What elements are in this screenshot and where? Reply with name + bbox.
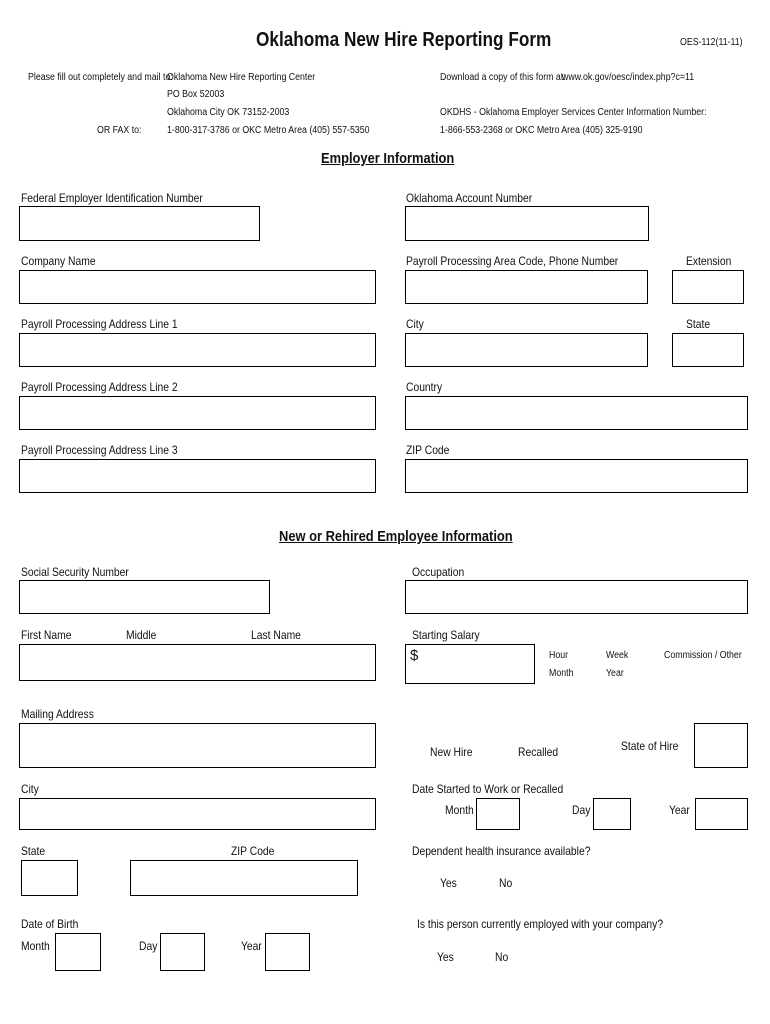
employer-zip-label: ZIP Code — [406, 443, 450, 457]
dob-month-label: Month — [21, 939, 50, 953]
form-title: Oklahoma New Hire Reporting Form — [256, 29, 552, 51]
employee-zip-field[interactable] — [130, 860, 358, 896]
occupation-field[interactable] — [405, 580, 748, 614]
dob-month-field[interactable] — [55, 933, 101, 971]
currently-employed-label: Is this person currently employed with your company? — [417, 917, 664, 931]
ok-account-label: Oklahoma Account Number — [406, 191, 533, 205]
company-name-label: Company Name — [21, 254, 96, 268]
pay-period-commission[interactable]: Commission / Other — [664, 650, 742, 661]
pay-period-month[interactable]: Month — [549, 668, 574, 679]
address-line3-field[interactable] — [19, 459, 376, 493]
new-hire-option[interactable]: New Hire — [430, 745, 473, 759]
country-field[interactable] — [405, 396, 748, 430]
date-started-label: Date Started to Work or Recalled — [412, 782, 564, 796]
form-code: OES-112(11-11) — [680, 37, 743, 48]
employee-heading: New or Rehired Employee Information — [279, 528, 513, 545]
extension-label: Extension — [686, 254, 732, 268]
mail-address-line3: Oklahoma City OK 73152-2003 — [167, 107, 290, 118]
mail-address-line2: PO Box 52003 — [167, 89, 225, 100]
fein-field[interactable] — [19, 206, 260, 241]
fax-prompt: OR FAX to: — [97, 125, 142, 136]
employee-state-field[interactable] — [21, 860, 78, 896]
first-name-label: First Name — [21, 628, 72, 642]
last-name-label: Last Name — [251, 628, 301, 642]
fein-label: Federal Employer Identification Number — [21, 191, 203, 205]
employee-city-label: City — [21, 782, 39, 796]
occupation-label: Occupation — [412, 565, 465, 579]
pay-period-week[interactable]: Week — [606, 650, 629, 661]
employee-state-label: State — [21, 844, 46, 858]
info-line1: OKDHS - Oklahoma Employer Services Center Information Number: — [440, 107, 707, 118]
dob-year-label: Year — [241, 939, 262, 953]
download-prompt: Download a copy of this form at: — [440, 72, 566, 83]
payroll-phone-label: Payroll Processing Area Code, Phone Number — [406, 254, 619, 268]
info-line2: 1-866-553-2368 or OKC Metro Area (405) 325-9190 — [440, 125, 643, 136]
download-url[interactable]: www.ok.gov/oesc/index.php?c=11 — [562, 72, 695, 83]
mail-prompt: Please fill out completely and mail to: — [28, 72, 173, 83]
address-line2-label: Payroll Processing Address Line 2 — [21, 380, 178, 394]
employer-city-field[interactable] — [405, 333, 648, 367]
dob-day-label: Day — [139, 939, 158, 953]
mail-address-line1: Oklahoma New Hire Reporting Center — [167, 72, 316, 83]
employer-state-label: State — [686, 317, 711, 331]
country-label: Country — [406, 380, 443, 394]
health-insurance-no[interactable]: No — [499, 876, 513, 890]
address-line1-label: Payroll Processing Address Line 1 — [21, 317, 178, 331]
ssn-label: Social Security Number — [21, 565, 129, 579]
company-name-field[interactable] — [19, 270, 376, 304]
address-line1-field[interactable] — [19, 333, 376, 367]
extension-field[interactable] — [672, 270, 744, 304]
date-started-month-field[interactable] — [476, 798, 520, 830]
date-started-month-label: Month — [445, 803, 474, 817]
pay-period-year[interactable]: Year — [606, 668, 624, 679]
mailing-address-label: Mailing Address — [21, 707, 94, 721]
payroll-phone-field[interactable] — [405, 270, 648, 304]
employer-state-field[interactable] — [672, 333, 744, 367]
starting-salary-label: Starting Salary — [412, 628, 480, 642]
date-started-year-field[interactable] — [695, 798, 748, 830]
employer-zip-field[interactable] — [405, 459, 748, 493]
date-started-day-field[interactable] — [593, 798, 631, 830]
currently-employed-yes[interactable]: Yes — [437, 950, 454, 964]
employee-city-field[interactable] — [19, 798, 376, 830]
date-started-day-label: Day — [572, 803, 591, 817]
ok-account-field[interactable] — [405, 206, 649, 241]
mailing-address-field[interactable] — [19, 723, 376, 768]
address-line2-field[interactable] — [19, 396, 376, 430]
address-line3-label: Payroll Processing Address Line 3 — [21, 443, 178, 457]
employee-zip-label: ZIP Code — [231, 844, 275, 858]
starting-salary-field[interactable] — [405, 644, 535, 684]
dob-label: Date of Birth — [21, 917, 79, 931]
health-insurance-yes[interactable]: Yes — [440, 876, 457, 890]
pay-period-hour[interactable]: Hour — [549, 650, 569, 661]
fax-numbers: 1-800-317-3786 or OKC Metro Area (405) 557-5350 — [167, 125, 370, 136]
recalled-option[interactable]: Recalled — [518, 745, 559, 759]
date-started-year-label: Year — [669, 803, 690, 817]
dob-year-field[interactable] — [265, 933, 310, 971]
employee-name-field[interactable] — [19, 644, 376, 681]
employer-heading: Employer Information — [321, 150, 455, 167]
dob-day-field[interactable] — [160, 933, 205, 971]
ssn-field[interactable] — [19, 580, 270, 614]
state-of-hire-label: State of Hire — [621, 739, 679, 753]
dollar-sign: $ — [410, 647, 419, 664]
employer-city-label: City — [406, 317, 424, 331]
state-of-hire-field[interactable] — [694, 723, 748, 768]
middle-name-label: Middle — [126, 628, 157, 642]
health-insurance-label: Dependent health insurance available? — [412, 844, 591, 858]
currently-employed-no[interactable]: No — [495, 950, 509, 964]
